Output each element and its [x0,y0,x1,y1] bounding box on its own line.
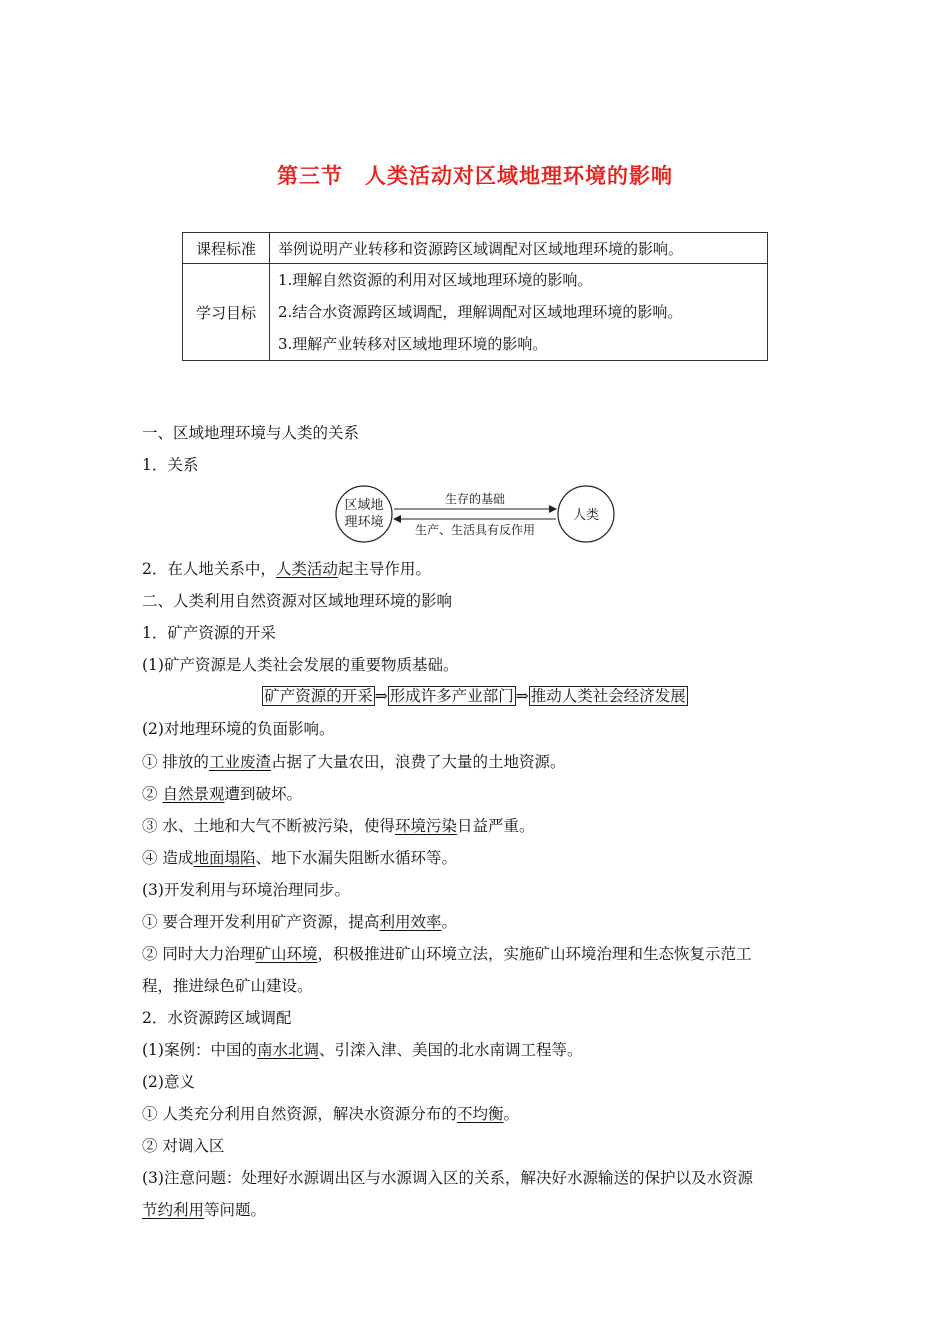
significance-item-2: ② 对调入区 [142,1137,225,1155]
water-point-3: (3)注意问题：处理好水源调出区与水源调入区的关系，解决好水源输送的保护以及水资源 [142,1169,753,1187]
blank-answer: 地面塌陷 [193,849,256,867]
subheading-relation: 1．关系 [142,456,199,474]
blank-answer: 工业废渣 [208,753,271,771]
environment-node [336,486,392,542]
impact-item-4: ④ 造成地面塌陷、地下水漏失阻断水循环等。 [142,849,457,867]
blank-answer: 人类活动 [275,560,338,578]
environment-label-2: 理环境 [344,515,384,530]
goal-item: 3.理解产业转移对区域地理环境的影响。 [278,335,548,353]
section-1-heading: 一、区域地理环境与人类的关系 [142,424,360,442]
subheading-mining: 1．矿产资源的开采 [142,624,276,642]
standard-header: 课程标准 [183,233,270,264]
goal-item: 1.理解自然资源的利用对区域地理环境的影响。 [278,271,593,289]
blank-answer: 不均衡 [456,1105,504,1123]
curriculum-table [182,232,768,361]
blank-answer: 矿山环境 [255,945,318,963]
section-2-heading: 二、人类利用自然资源对区域地理环境的影响 [142,592,453,610]
relation-point-2: 2．在人地关系中，人类活动起主导作用。 [142,560,431,578]
flow-arrow: ⇒ [515,687,529,705]
feedback-arrow-label: 生产、生活具有反作用 [414,523,536,537]
impact-item-1: ① 排放的工业废渣占据了大量农田，浪费了大量的土地资源。 [142,753,566,771]
flow-arrow: ⇒ [374,687,388,705]
blank-answer: 南水北调 [256,1041,319,1059]
mining-point-3: (3)开发利用与环境治理同步。 [142,881,350,899]
standard-content: 举例说明产业转移和资源跨区域调配对区域地理环境的影响。 [270,233,768,264]
mining-point-1: (1)矿产资源是人类社会发展的重要物质基础。 [142,656,459,674]
flow-step: 推动人类社会经济发展 [530,687,686,705]
sync-item-2: ② 同时大力治理矿山环境，积极推进矿山环境立法，实施矿山环境治理和生态恢复示范工 [142,945,752,963]
water-point-3-cont: 节约利用等问题。 [142,1201,267,1219]
water-point-2: (2)意义 [142,1073,195,1091]
flow-step: 形成许多产业部门 [389,687,514,705]
blank-answer: 环境污染 [394,817,457,835]
flow-step: 矿产资源的开采 [264,687,373,705]
water-point-1: (1)案例：中国的南水北调、引滦入津、美国的北水南调工程等。 [142,1041,583,1059]
impact-item-3: ③ 水、土地和大气不断被污染，使得环境污染日益严重。 [142,817,535,835]
goals-header: 学习目标 [183,264,270,361]
human-label: 人类 [572,508,600,523]
impact-item-2: ② 自然景观遭到破坏。 [142,785,302,803]
page-title: 第三节 人类活动对区域地理环境的影响 [277,164,673,188]
significance-item-1: ① 人类充分利用自然资源，解决水资源分布的不均衡。 [142,1105,519,1123]
mining-point-2: (2)对地理环境的负面影响。 [142,720,335,738]
blank-answer: 自然景观 [162,785,225,803]
blank-answer: 利用效率 [379,913,442,931]
mining-flow [0,684,950,706]
human-land-diagram [332,484,618,544]
blank-answer: 节约利用 [142,1201,205,1219]
goals-list [270,264,768,361]
basis-arrow-label: 生存的基础 [444,492,506,506]
goal-item: 2.结合水资源跨区域调配，理解调配对区域地理环境的影响。 [278,303,683,321]
sync-item-2-cont: 程，推进绿色矿山建设。 [142,977,313,995]
sync-item-1: ① 要合理开发利用矿产资源，提高利用效率。 [142,913,457,931]
environment-label-1: 区域地 [344,498,384,513]
subheading-water: 2．水资源跨区域调配 [142,1009,292,1027]
